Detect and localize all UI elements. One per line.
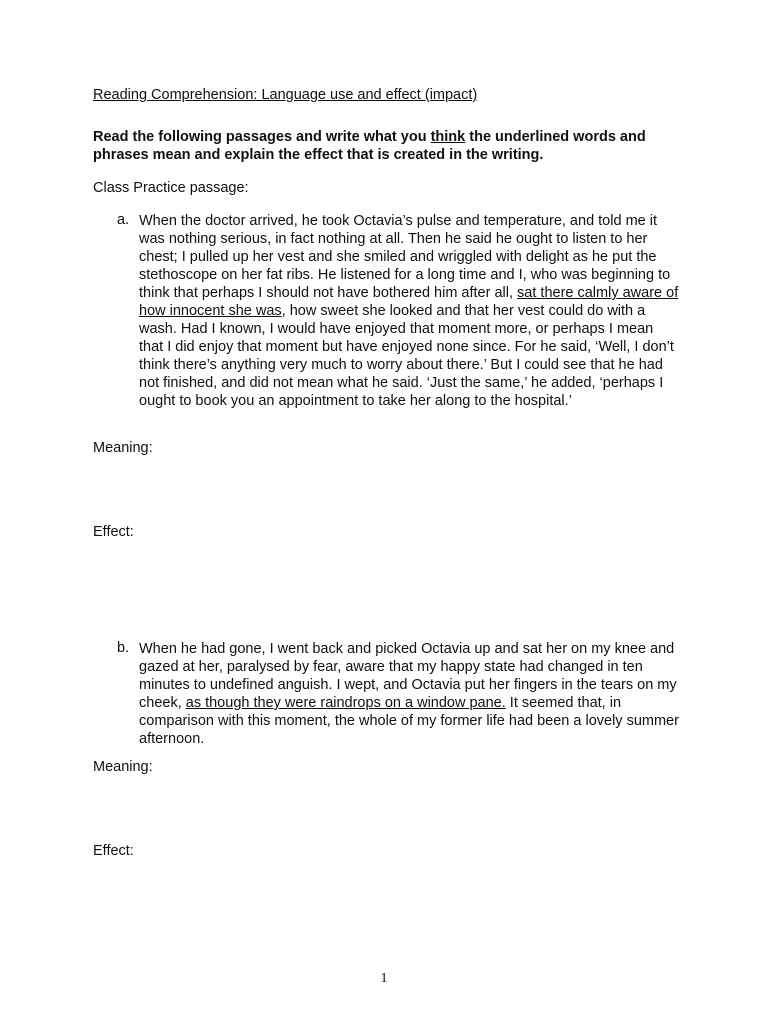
passage-b-text-end: It seemed that, in comparison with this moment, the whole of my former life had been a lovely summer afternoon. [139,695,679,747]
page-number: 1 [380,971,388,986]
passage-b [139,640,679,748]
instructions-text-end: the underlined words and phrases mean and explain the effect that is created in the writing. [93,129,646,163]
passage-a-marker: a. [117,212,130,228]
document-title: Reading Comprehension: Language use and effect (impact) [93,87,478,103]
passage-a-text-end: , how sweet she looked and that her vest could do with a wash. Had I known, I would have enjoyed that moment more, or perhaps I mean that I did enjoy that moment but have enjoyed none since. For he said, ‘Well, I don’t think there’s anything very much to worry about there.’ But I could see that he had not finished, and did not mean what he said. ‘Just the same,’ he added, ‘perhaps I ought to book you an appointment to take her along to the hospital.’ [139,303,674,409]
instructions [93,128,693,164]
passage-a-underlined-phrase: sat there calmly aware of how innocent she was [139,285,679,319]
passage-a-meaning-label: Meaning: [93,440,153,456]
class-practice-label: Class Practice passage: [93,180,249,196]
passage-a-text-start: When the doctor arrived, he took Octavia’s pulse and temperature, and told me it was nothing serious, in fact nothing at all. Then he said he ought to listen to her chest; I pulled up her vest and she smiled and wriggled with delight as he put the stethoscope on her fat ribs. He listened for a long time and I, who was beginning to think that perhaps I should not have bothered him after all, [139,213,671,301]
passage-a [139,212,679,410]
instructions-text-start: Read the following passages and write what you [93,129,431,145]
passage-b-meaning-label: Meaning: [93,759,153,775]
instructions-underlined-word: think [430,129,466,145]
passage-b-text-start: When he had gone, I went back and picked Octavia up and sat her on my knee and gazed at her, paralysed by fear, aware that my happy state had changed in ten minutes to undefined anguish. I wept, and Octavia put her fingers in the tears on my cheek, [139,641,677,711]
passage-a-effect-label: Effect: [93,524,134,540]
passage-b-effect-label: Effect: [93,843,134,859]
passage-b-marker: b. [117,640,130,656]
passage-b-underlined-phrase: as though they were raindrops on a window pane. [185,695,506,711]
